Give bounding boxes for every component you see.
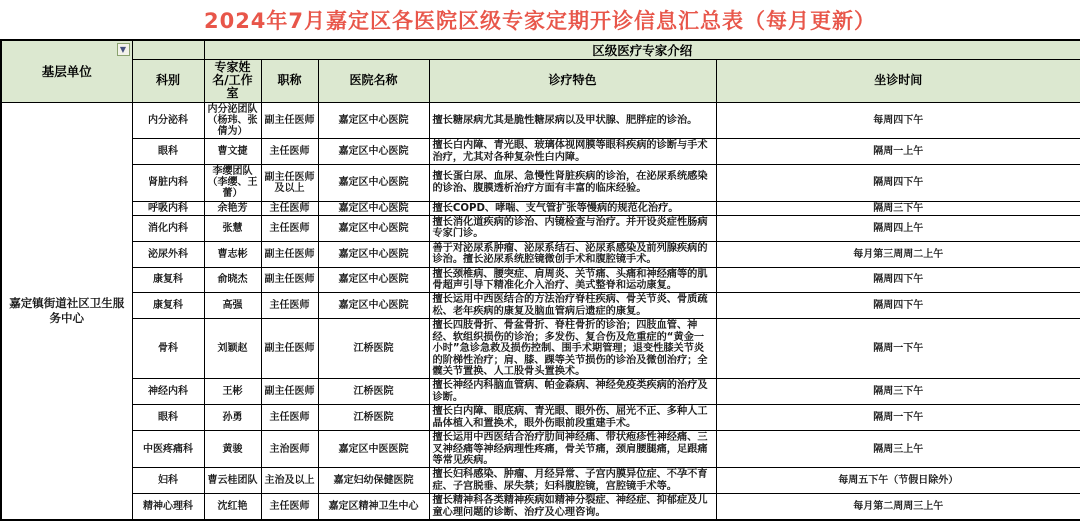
cell-department: 眼科 (132, 139, 204, 165)
cell-schedule-time: 隔周一上午 (716, 139, 1080, 165)
cell-features: 擅长颈椎病、腰突症、肩周炎、关节痛、头痛和神经痛等的肌骨超声引导下精准化介入治疗、美式整脊和运动康复。 (429, 267, 716, 293)
cell-features: 擅长消化道疾病的诊治、内镜检查与治疗。并开设炎症性肠病专家门诊。 (429, 215, 716, 241)
cell-features: 擅长妇科感染、肿瘤、月经异常、子宫内膜异位症、不孕不育症、子宫脱垂、尿失禁；妇科腹腔镜，宫腔镜手术等。 (429, 468, 716, 494)
cell-hospital-name: 嘉定区中心医院 (318, 164, 429, 201)
cell-hospital-name: 嘉定区中心医院 (318, 267, 429, 293)
cell-expert-name: 王彬 (204, 379, 261, 405)
cell-department: 康复科 (132, 267, 204, 293)
cell-title: 主任医师 (261, 293, 318, 319)
cell-title: 主治及以上 (261, 468, 318, 494)
cell-expert-name: 李缨团队（李缨、王蕾） (204, 164, 261, 201)
expert-schedule-table (0, 39, 1080, 521)
cell-hospital-name: 嘉定妇幼保健医院 (318, 468, 429, 494)
cell-title: 主任医师 (261, 201, 318, 215)
cell-features: 擅长蛋白尿、血尿、急慢性肾脏疾病的诊治，在泌尿系统感染的诊治、腹膜透析治疗方面有丰富的临床经验。 (429, 164, 716, 201)
cell-schedule-time: 每月第三周周二上午 (716, 241, 1080, 267)
cell-title: 副主任医师 (261, 241, 318, 267)
cell-schedule-time: 隔周一下午 (716, 319, 1080, 379)
cell-department: 呼吸内科 (132, 201, 204, 215)
table-row (1, 319, 1080, 379)
cell-department: 消化内科 (132, 215, 204, 241)
header-empty-cell (132, 40, 204, 60)
group-header-experts: 区级医疗专家介绍 (204, 40, 1080, 60)
cell-expert-name: 曹云桂团队 (204, 468, 261, 494)
table-row (1, 494, 1080, 520)
cell-expert-name: 曹志彬 (204, 241, 261, 267)
cell-hospital-name: 嘉定区中心医院 (318, 215, 429, 241)
table-row (1, 405, 1080, 431)
cell-features: 擅长四肢骨折、骨盆骨折、脊柱骨折的诊治；四肢血管、神经、软组织损伤的诊治；多发伤、复合伤及危重症的“黄金一小时”急诊急救及损伤控制、围手术期管理；退变性膝关节炎的阶梯性治疗；肩、膝、踝等关节损伤的诊治及微创治疗；全髋关节置换、人工股骨头置换术。 (429, 319, 716, 379)
cell-features: 擅长运用中西医结合的方法治疗脊柱疾病、骨关节炎、骨质疏松、老年疾病的康复及脑血管病后遗症的康复。 (429, 293, 716, 319)
cell-expert-name: 刘颖赵 (204, 319, 261, 379)
cell-schedule-time: 隔周三上午 (716, 431, 1080, 468)
cell-expert-name: 沈红艳 (204, 494, 261, 520)
table-row (1, 241, 1080, 267)
group-header-row (1, 40, 1080, 60)
cell-expert-name: 余艳芳 (204, 201, 261, 215)
table-row (1, 267, 1080, 293)
cell-features: 擅长COPD、哮喘、支气管扩张等慢病的规范化治疗。 (429, 201, 716, 215)
cell-schedule-time: 隔周三下午 (716, 201, 1080, 215)
cell-title: 副主任医师 (261, 102, 318, 139)
cell-hospital-name: 江桥医院 (318, 405, 429, 431)
cell-expert-name: 俞晓杰 (204, 267, 261, 293)
cell-hospital-name: 江桥医院 (318, 379, 429, 405)
base-unit-cell: 嘉定镇街道社区卫生服务中心 (1, 102, 132, 520)
column-header-expert-name: 专家姓名/工作室 (204, 60, 261, 103)
cell-features: 擅长精神科各类精神疾病如精神分裂症、神经症、抑郁症及儿童心理问题的诊断、治疗及心理咨询。 (429, 494, 716, 520)
chevron-down-icon: ▼ (119, 44, 127, 54)
table-row (1, 431, 1080, 468)
cell-department: 中医疼痛科 (132, 431, 204, 468)
column-header-title: 职称 (261, 60, 318, 103)
column-header-department: 科别 (132, 60, 204, 103)
cell-department: 内分泌科 (132, 102, 204, 139)
cell-expert-name: 张慧 (204, 215, 261, 241)
column-header-schedule-time: 坐诊时间 (716, 60, 1080, 103)
page-title: 2024年7月嘉定区各医院区级专家定期开诊信息汇总表（每月更新） (203, 8, 877, 33)
cell-expert-name: 曹文捷 (204, 139, 261, 165)
cell-department: 肾脏内科 (132, 164, 204, 201)
filter-dropdown-button[interactable] (117, 43, 130, 56)
cell-title: 主任医师 (261, 405, 318, 431)
cell-expert-name: 孙勇 (204, 405, 261, 431)
cell-hospital-name: 嘉定区中心医院 (318, 139, 429, 165)
cell-features: 善于对泌尿系肿瘤、泌尿系结石、泌尿系感染及前列腺疾病的诊治。擅长泌尿系统腔镜微创手术和腹腔镜手术。 (429, 241, 716, 267)
cell-title: 主治医师 (261, 431, 318, 468)
cell-hospital-name: 嘉定区中心医院 (318, 201, 429, 215)
cell-features: 擅长白内障、眼底病、青光眼、眼外伤、屈光不正、多种人工晶体植入和置换术，眼外伤眼前段重建手术。 (429, 405, 716, 431)
cell-schedule-time: 隔周四下午 (716, 164, 1080, 201)
cell-department: 泌尿外科 (132, 241, 204, 267)
table-row (1, 379, 1080, 405)
cell-title: 主任医师 (261, 494, 318, 520)
column-header-hospital: 医院名称 (318, 60, 429, 103)
cell-hospital-name: 嘉定区精神卫生中心 (318, 494, 429, 520)
cell-title: 主任医师 (261, 215, 318, 241)
cell-features: 擅长运用中西医结合治疗肋间神经痛、带状疱疹性神经痛、三叉神经痛等神经病理性疼痛，骨关节痛，颈肩腰腿痛，足跟痛等常见疾病。 (429, 431, 716, 468)
cell-features: 擅长糖尿病尤其是脆性糖尿病以及甲状腺、肥胖症的诊治。 (429, 102, 716, 139)
cell-schedule-time: 每月第二周周三上午 (716, 494, 1080, 520)
table-row (1, 139, 1080, 165)
cell-schedule-time: 隔周一下午 (716, 405, 1080, 431)
cell-features: 擅长白内障、青光眼、玻璃体视网膜等眼科疾病的诊断与手术治疗，尤其对各种复杂性白内障。 (429, 139, 716, 165)
table-row (1, 201, 1080, 215)
table-row (1, 468, 1080, 494)
cell-department: 精神心理科 (132, 494, 204, 520)
column-header-base-unit (1, 40, 132, 102)
cell-title: 副主任医师及以上 (261, 164, 318, 201)
table-row (1, 102, 1080, 139)
table-row (1, 293, 1080, 319)
base-unit-header-label: 基层单位 (41, 64, 92, 80)
cell-department: 神经内科 (132, 379, 204, 405)
cell-hospital-name: 嘉定区中心医院 (318, 102, 429, 139)
cell-title: 副主任医师 (261, 319, 318, 379)
cell-title: 主任医师 (261, 139, 318, 165)
cell-hospital-name: 嘉定区中心医院 (318, 293, 429, 319)
cell-hospital-name: 江桥医院 (318, 319, 429, 379)
cell-features: 擅长神经内科脑血管病、帕金森病、神经免疫类疾病的治疗及诊断。 (429, 379, 716, 405)
cell-expert-name: 高强 (204, 293, 261, 319)
table-row (1, 215, 1080, 241)
cell-schedule-time: 隔周四下午 (716, 293, 1080, 319)
cell-department: 骨科 (132, 319, 204, 379)
cell-expert-name: 黄骏 (204, 431, 261, 468)
cell-department: 妇科 (132, 468, 204, 494)
cell-schedule-time: 隔周四下午 (716, 267, 1080, 293)
cell-hospital-name: 嘉定区中医医院 (318, 431, 429, 468)
title-bar (0, 0, 1080, 39)
table-body (1, 102, 1080, 520)
cell-schedule-time: 隔周三下午 (716, 379, 1080, 405)
cell-title: 副主任医师 (261, 267, 318, 293)
cell-schedule-time: 隔周四上午 (716, 215, 1080, 241)
cell-title: 副主任医师 (261, 379, 318, 405)
cell-department: 康复科 (132, 293, 204, 319)
cell-schedule-time: 每周四下午 (716, 102, 1080, 139)
column-header-row (1, 60, 1080, 103)
cell-department: 眼科 (132, 405, 204, 431)
table-row (1, 164, 1080, 201)
cell-hospital-name: 嘉定区中心医院 (318, 241, 429, 267)
cell-expert-name: 内分泌团队（杨玮、张倩为） (204, 102, 261, 139)
column-header-features: 诊疗特色 (429, 60, 716, 103)
cell-schedule-time: 每周五下午（节假日除外） (716, 468, 1080, 494)
